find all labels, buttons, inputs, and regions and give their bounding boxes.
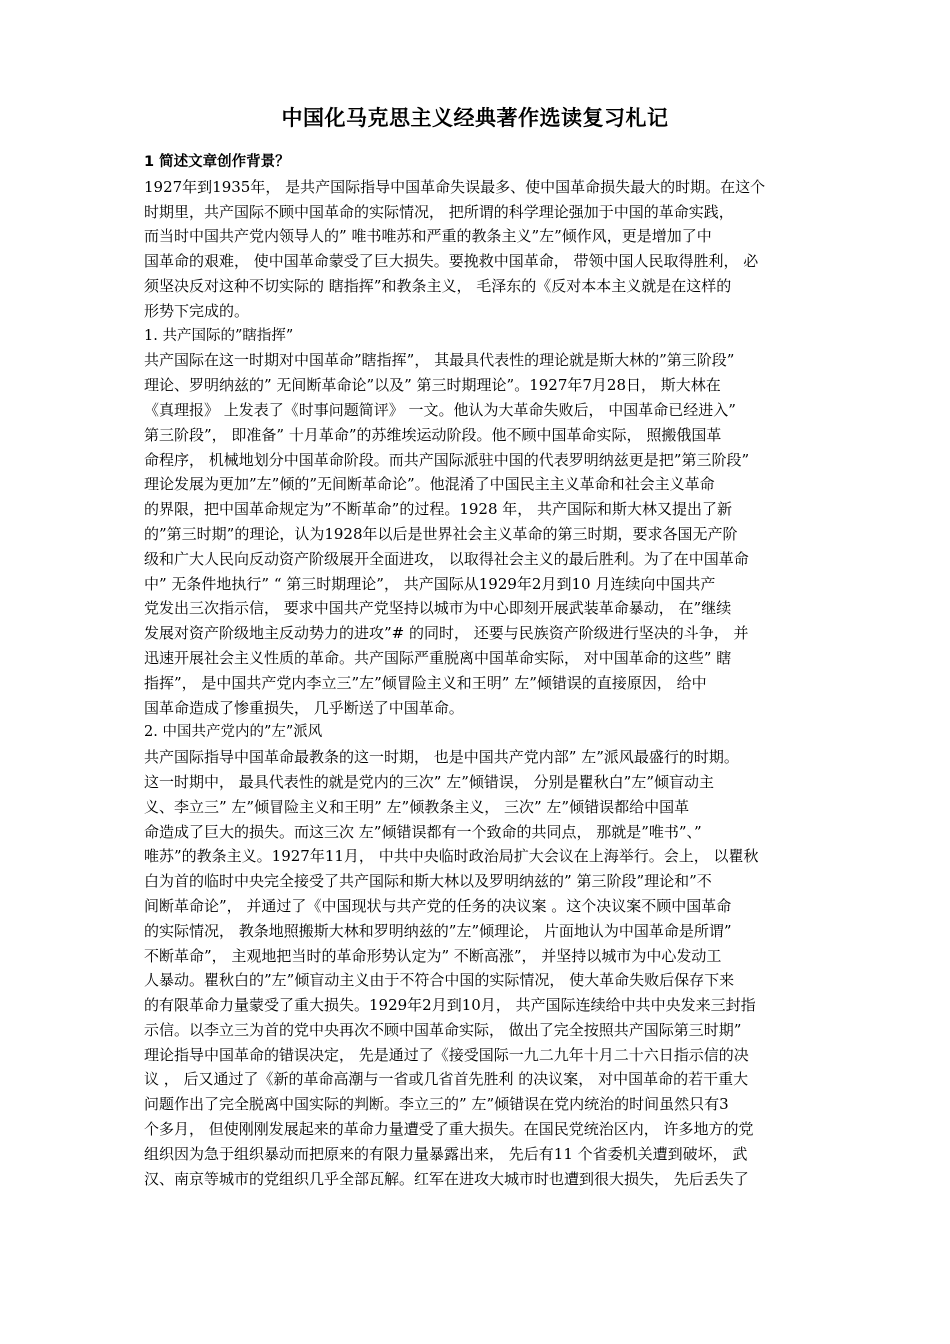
- paragraph-line: 问题作出了完全脱离中国实际的判断。李立三的” 左”倾错误在党内统治的时间虽然只有3: [144, 1095, 729, 1114]
- paragraph-line: 个多月， 但使刚刚发展起来的革命力量遭受了重大损失。在国民党统治区内， 许多地方的党: [144, 1120, 754, 1139]
- paragraph-line: 的”第三时期”的理论，认为1928年以后是世界社会主义革命的第三时期，要求各国无产阶: [144, 524, 738, 543]
- paragraph-line: 级和广大人民向反动资产阶级展开全面进攻， 以取得社会主义的最后胜利。为了在中国革命: [144, 549, 749, 568]
- paragraph-line: 义、李立三” 左”倾冒险主义和王明” 左”倾教条主义， 三次” 左”倾错误都给中国革: [144, 797, 690, 816]
- paragraph-line: 时期里，共产国际不顾中国革命的实际情况， 把所谓的科学理论强加于中国的革命实践，: [144, 202, 734, 221]
- paragraph-line: 的有限革命力量蒙受了重大损失。1929年2月到10月， 共产国际连续给中共中央发来三封指: [144, 996, 756, 1015]
- paragraph-line: 这一时期中， 最具代表性的就是党内的三次” 左”倾错误， 分别是瞿秋白”左”倾盲动主: [144, 772, 714, 791]
- paragraph-line: 白为首的临时中央完全接受了共产国际和斯大林以及罗明纳兹的” 第三阶段”理论和”不: [144, 872, 712, 891]
- paragraph-line: 第三阶段”， 即准备” 十月革命”的苏维埃运动阶段。他不顾中国革命实际， 照搬俄国革: [144, 425, 722, 444]
- document-body: [144, 150, 806, 1191]
- paragraph-line: 国革命的艰难， 使中国革命蒙受了巨大损失。要挽救中国革命， 带领中国人民取得胜利， 必: [144, 252, 759, 271]
- paragraph-line: 形势下完成的。: [144, 301, 250, 320]
- paragraph-line: 的界限，把中国革命规定为”不断革命”的过程。1928 年， 共产国际和斯大林又提出了新: [144, 500, 733, 519]
- paragraph-line: 中” 无条件地执行” “ 第三时期理论”， 共产国际从1929年2月到10 月连续向中国共产: [144, 574, 716, 593]
- paragraph-line: 共产国际指导中国革命最教条的这一时期， 也是中国共产党内部” 左”派风最盛行的时期。: [144, 748, 739, 767]
- paragraph-line: 国革命造成了惨重损失， 几乎断送了中国革命。: [144, 698, 464, 717]
- paragraph-line: 《真理报》 上发表了《时事问题简评》 一文。他认为大革命失败后， 中国革命已经进入”: [144, 400, 736, 419]
- paragraph-line: 命程序， 机械地划分中国革命阶段。而共产国际派驻中国的代表罗明纳兹更是把”第三阶段”: [144, 450, 750, 469]
- paragraph-line: 不断革命”， 主观地把当时的革命形势认定为” 不断高涨”， 并坚持以城市为中心发动工: [144, 946, 722, 965]
- paragraph-line: 迅速开展社会主义性质的革命。共产国际严重脱离中国革命实际， 对中国革命的这些” 瞎: [144, 648, 732, 667]
- paragraph-line: 共产国际在这一时期对中国革命”瞎指挥”， 其最具代表性的理论就是斯大林的”第三阶段”: [144, 351, 735, 370]
- section-heading: 2. 中国共产党内的”左”派风: [144, 724, 323, 741]
- paragraph-line: 组织因为急于组织暴动而把原来的有限力量暴露出来， 先后有11 个省委机关遭到破坏， 武: [144, 1144, 748, 1163]
- paragraph-line: 理论、罗明纳兹的” 无间断革命论”以及” 第三时期理论”。1927年7月28日， 斯大林在: [144, 376, 721, 395]
- section-heading: 1. 共产国际的”瞎指挥”: [144, 327, 294, 344]
- paragraph-line: 的实际情况， 教条地照搬斯大林和罗明纳兹的”左”倾理论， 片面地认为中国革命是所谓”: [144, 921, 732, 940]
- paragraph-line: 党发出三次指示信， 要求中国共产党坚持以城市为中心即刻开展武装革命暴动， 在”继续: [144, 599, 732, 618]
- paragraph-line: 1927年到1935年， 是共产国际指导中国革命失误最多、使中国革命损失最大的时期。在这个: [144, 177, 766, 196]
- section-heading: 1 简述文章创作背景？: [144, 154, 290, 170]
- paragraph-line: 唯苏”的教条主义。1927年11月， 中共中央临时政治局扩大会议在上海举行。会上， 以瞿秋: [144, 847, 759, 866]
- paragraph-line: 间断革命论”， 并通过了《中国现状与共产党的任务的决议案 。这个决议案不顾中国革命: [144, 896, 732, 915]
- paragraph-line: 发展对资产阶级地主反动势力的进攻”# 的同时， 还要与民族资产阶级进行坚决的斗争， 并: [144, 624, 749, 643]
- paragraph-line: 理论发展为更加”左”倾的”无间断革命论”。他混淆了中国民主主义革命和社会主义革命: [144, 475, 715, 494]
- paragraph-line: 汉、南京等城市的党组织几乎全部瓦解。红军在进攻大城市时也遭到很大损失， 先后丢失了: [144, 1169, 749, 1188]
- paragraph-line: 指挥”， 是中国共产党内李立三”左”倾冒险主义和王明” 左”倾错误的直接原因， 给中: [144, 673, 707, 692]
- paragraph-line: 示信。以李立三为首的党中央再次不顾中国革命实际， 做出了完全按照共产国际第三时期”: [144, 1020, 742, 1039]
- paragraph-line: 理论指导中国革命的错误决定， 先是通过了《接受国际一九二九年十月二十六日指示信的决: [144, 1045, 749, 1064]
- paragraph-line: 命造成了巨大的损失。而这三次 左”倾错误都有一个致命的共同点， 那就是”唯书”、”: [144, 822, 702, 841]
- paragraph-line: 人暴动。瞿秋白的”左”倾盲动主义由于不符合中国的实际情况， 使大革命失败后保存下来: [144, 971, 735, 990]
- paragraph-line: 议 ， 后又通过了《新的革命高潮与一省或几省首先胜利 的决议案， 对中国革命的若干重大: [144, 1070, 749, 1089]
- paragraph-line: 而当时中国共产党内领导人的” 唯书唯苏和严重的教条主义”左”倾作风，更是增加了中: [144, 227, 712, 246]
- document-title: 中国化马克思主义经典著作选读复习札记: [281, 106, 669, 130]
- paragraph-line: 须坚决反对这种不切实际的 瞎指挥”和教条主义， 毛泽东的《反对本本主义就是在这样的: [144, 276, 732, 295]
